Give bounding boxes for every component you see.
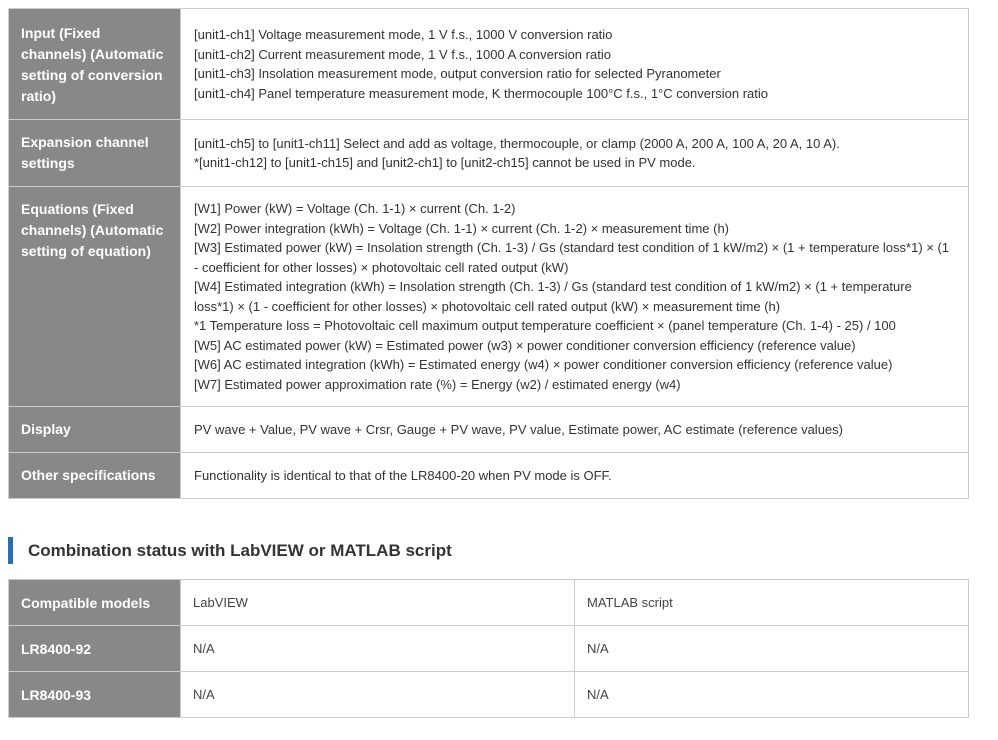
spec-line: [W2] Power integration (kWh) = Voltage (Ch. 1-1) × current (Ch. 1-2) × measurement time (h) [194,220,730,236]
section-heading [8,537,708,564]
spec-line: [unit1-ch2] Current measurement mode, 1 V f.s., 1000 A conversion ratio [194,46,611,62]
matlab-header: MATLAB script [575,580,969,626]
labview-header: LabVIEW [181,580,575,626]
section-title: Combination status with LabVIEW or MATLAB script [28,541,452,560]
table-row [9,672,969,718]
table-row [9,626,969,672]
spec-line: Functionality is identical to that of the LR8400-20 when PV mode is OFF. [194,467,612,483]
spec-row-expansion [9,120,969,187]
spec-line: *[unit1-ch12] to [unit1-ch15] and [unit2-ch1] to [unit2-ch15] cannot be used in PV mode. [194,155,696,170]
spec-line: [W4] Estimated integration (kWh) = Insolation strength (Ch. 1-3) / Gs (standard test condition of 1 kW/m2) × (1 + temperature loss*1) × (1 - coefficient for other losses) × photovoltaic cell rated output (kW) × measurement time (h) [194,279,912,314]
spec-value-equations [181,187,969,407]
matlab-status: N/A [575,672,969,718]
spec-label-input: Input (Fixed channels) (Automatic setting of conversion ratio) [9,9,181,120]
spec-value-input [181,9,969,120]
spec-line: *1 Temperature loss = Photovoltaic cell maximum output temperature coefficient × (panel temperature (Ch. 1-4) - 25) / 100 [194,318,896,333]
combination-table [8,579,969,718]
matlab-status: N/A [575,626,969,672]
compatible-models-header: Compatible models [9,580,181,626]
spec-line: [W7] Estimated power approximation rate (%) = Energy (w2) / estimated energy (w4) [194,376,681,392]
spec-line: [W1] Power (kW) = Voltage (Ch. 1-1) × current (Ch. 1-2) [194,201,516,216]
spec-value-expansion [181,120,969,187]
spec-value-other [181,453,969,499]
spec-line: [unit1-ch1] Voltage measurement mode, 1 V f.s., 1000 V conversion ratio [194,27,613,42]
spec-value-display [181,407,969,453]
spec-label-other: Other specifications [9,453,181,499]
spec-line: PV wave + Value, PV wave + Crsr, Gauge + PV wave, PV value, Estimate power, AC estimate (reference values) [194,421,843,437]
combination-header-row [9,580,969,626]
spec-label-display: Display [9,407,181,453]
spec-label-expansion: Expansion channel settings [9,120,181,187]
model-name: LR8400-92 [9,626,181,672]
spec-line: [unit1-ch4] Panel temperature measurement mode, K thermocouple 100°C f.s., 1°C conversion ratio [194,85,769,101]
spec-table [8,8,969,499]
labview-status: N/A [181,672,575,718]
labview-status: N/A [181,626,575,672]
spec-row-input [9,9,969,120]
spec-line: [unit1-ch3] Insolation measurement mode, output conversion ratio for selected Pyranometer [194,66,721,81]
spec-line: [W3] Estimated power (kW) = Insolation strength (Ch. 1-3) / Gs (standard test condition of 1 kW/m2) × (1 + temperature loss*1) × (1 - coefficient for other losses) × photovoltaic cell rated output (kW) [194,240,950,275]
spec-line: [W6] AC estimated integration (kWh) = Estimated energy (w4) × power conditioner conversion efficiency (reference value) [194,357,893,372]
spec-row-equations [9,187,969,407]
spec-row-other [9,453,969,499]
spec-label-equations: Equations (Fixed channels) (Automatic setting of equation) [9,187,181,407]
section-accent-bar [8,537,13,564]
spec-line: [unit1-ch5] to [unit1-ch11] Select and add as voltage, thermocouple, or clamp (2000 A, 200 A, 100 A, 20 A, 10 A). [194,135,840,151]
model-name: LR8400-93 [9,672,181,718]
spec-row-display [9,407,969,453]
spec-line: [W5] AC estimated power (kW) = Estimated power (w3) × power conditioner conversion efficiency (reference value) [194,337,856,353]
